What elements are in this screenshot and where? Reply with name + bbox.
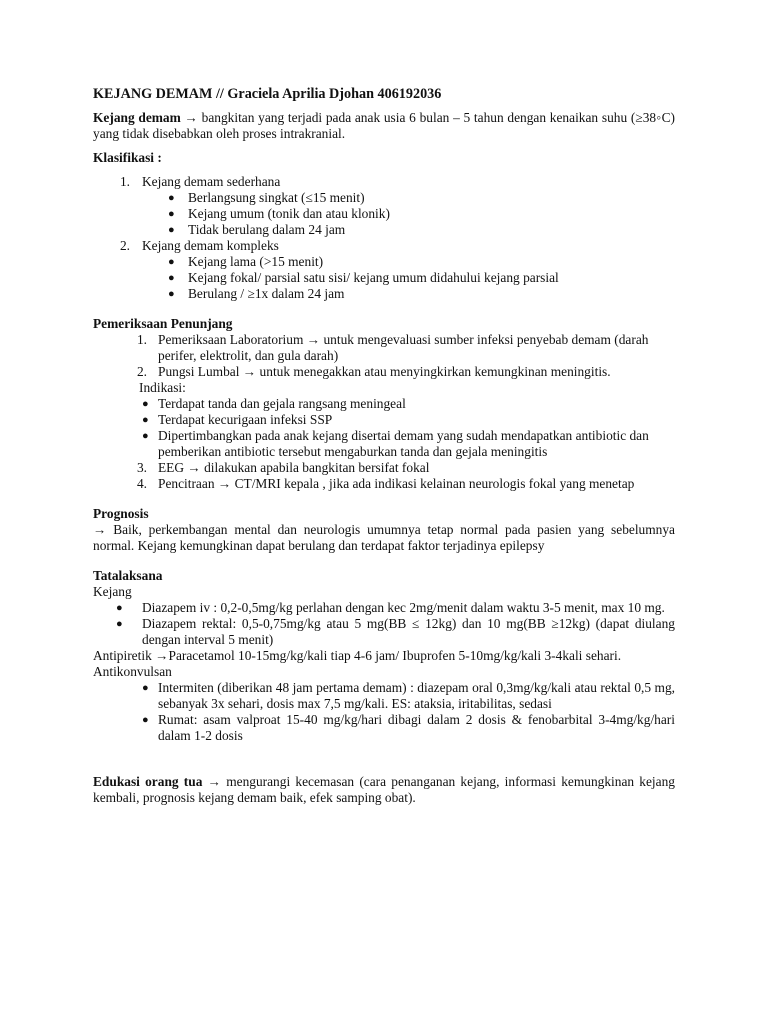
antipiretik-text: Antipiretik →Paracetamol 10-15mg/kg/kali tiap 4-6 jam/ Ibuprofen 5-10mg/kg/kali 3-4kali sehari. [93, 648, 622, 663]
klasifikasi-label: Kejang demam kompleks [142, 238, 279, 253]
list-item: ● Terdapat kecurigaan infeksi SSP [142, 412, 333, 427]
kejang-label: Kejang [93, 584, 132, 599]
penunjang-heading: Pemeriksaan Penunjang [93, 316, 233, 331]
klasifikasi-item [93, 238, 675, 254]
penunjang-item: 2. Pungsi Lumbal → untuk menegakkan atau menyingkirkan kemungkinan meningitis. [93, 364, 675, 380]
bullet-icon: ● [116, 602, 123, 614]
list-number: 2. [119, 238, 130, 253]
list-item: ● Kejang fokal/ parsial satu sisi/ kejang umum didahului kejang parsial [168, 270, 559, 285]
list-item: ● Tidak berulang dalam 24 jam [168, 222, 346, 237]
definition-term: Kejang demam [93, 110, 181, 125]
list-item: ● Diazapem iv : 0,2-0,5mg/kg perlahan dengan kec 2mg/menit dalam waktu 3-5 menit, max 10 mg. [116, 600, 665, 615]
list-number: 3. [136, 460, 147, 475]
bullet-icon: ● [168, 208, 175, 220]
tatalaksana-heading: Tatalaksana [93, 568, 163, 583]
bullet-icon: ● [168, 288, 175, 300]
antikonvulsan-label: Antikonvulsan [93, 664, 172, 679]
list-item: ● Dipertimbangkan pada anak kejang disertai demam yang sudah mendapatkan antibiotic dan pemberikan antibiotic tersebut mengaburkan tanda dan gejala meningitis [142, 428, 649, 459]
list-number: 4. [136, 476, 147, 491]
document-title: KEJANG DEMAM // Graciela Aprilia Djohan 406192036 [93, 86, 442, 102]
penunjang-item: 4. Pencitraan → CT/MRI kepala , jika ada indikasi kelainan neurologis fokal yang menetap [93, 476, 675, 492]
list-item: ● Kejang umum (tonik dan atau klonik) [168, 206, 390, 221]
list-item: ● Diazapem rektal: 0,5-0,75mg/kg atau 5 mg(BB ≤ 12kg) dan 10 mg(BB ≥12kg) (dapat diulang dengan interval 5 menit) [116, 616, 675, 647]
edukasi-paragraph [93, 774, 675, 806]
prognosis-heading: Prognosis [93, 506, 149, 521]
klasifikasi-item [93, 174, 675, 190]
bullet-icon: ● [142, 430, 149, 442]
bullet-icon: ● [142, 682, 149, 694]
prognosis-text: → Baik, perkembangan mental dan neurologis umumnya tetap normal pada pasien yang sebelumnya normal. Kejang kemungkinan dapat berulang dan terdapat faktor terjadinya epilepsy [93, 522, 675, 553]
list-number: 1. [119, 174, 130, 189]
bullet-icon: ● [168, 224, 175, 236]
list-number: 1. [136, 332, 147, 347]
penunjang-item: 1. Pemeriksaan Laboratorium → untuk mengevaluasi sumber infeksi penyebab demam (darah perifer, elektrolit, dan gula darah) [93, 332, 675, 364]
klasifikasi-heading: Klasifikasi : [93, 150, 162, 165]
penunjang-item: 3. EEG → dilakukan apabila bangkitan bersifat fokal [93, 460, 675, 476]
list-item: ● Intermiten (diberikan 48 jam pertama demam) : diazepam oral 0,3mg/kg/kali atau rektal 0,5 mg, sebanyak 3x sehari, dosis max 7,5 mg/kali. ES: ataksia, iritabilitas, sedasi [142, 680, 675, 711]
document-page [93, 86, 675, 806]
bullet-icon: ● [142, 414, 149, 426]
bullet-icon: ● [142, 398, 149, 410]
definition-paragraph [93, 110, 675, 142]
klasifikasi-label: Kejang demam sederhana [142, 174, 281, 189]
bullet-icon: ● [168, 192, 175, 204]
list-item: ● Kejang lama (>15 menit) [168, 254, 324, 269]
bullet-icon: ● [142, 714, 149, 726]
indikasi-label: Indikasi: [139, 380, 186, 395]
list-item: ● Berulang / ≥1x dalam 24 jam [168, 286, 345, 301]
definition-text: → bangkitan yang terjadi pada anak usia 6 bulan – 5 tahun dengan kenaikan suhu (≥38◦C) yang tidak disebabkan oleh proses intrakranial. [93, 110, 675, 141]
bullet-icon: ● [116, 618, 123, 630]
list-number: 2. [136, 364, 147, 379]
bullet-icon: ● [168, 272, 175, 284]
list-item: ● Berlangsung singkat (≤15 menit) [168, 190, 365, 205]
edukasi-text: → mengurangi kecemasan (cara penanganan kejang, informasi kemungkinan kejang kembali, prognosis kejang demam baik, efek samping obat). [93, 774, 675, 805]
list-item: ● Rumat: asam valproat 15-40 mg/kg/hari dibagi dalam 2 dosis & fenobarbital 3-4mg/kg/hari dalam 1-2 dosis [142, 712, 675, 743]
list-item: ● Terdapat tanda dan gejala rangsang meningeal [142, 396, 406, 411]
bullet-icon: ● [168, 256, 175, 268]
edukasi-term: Edukasi orang tua [93, 774, 203, 789]
